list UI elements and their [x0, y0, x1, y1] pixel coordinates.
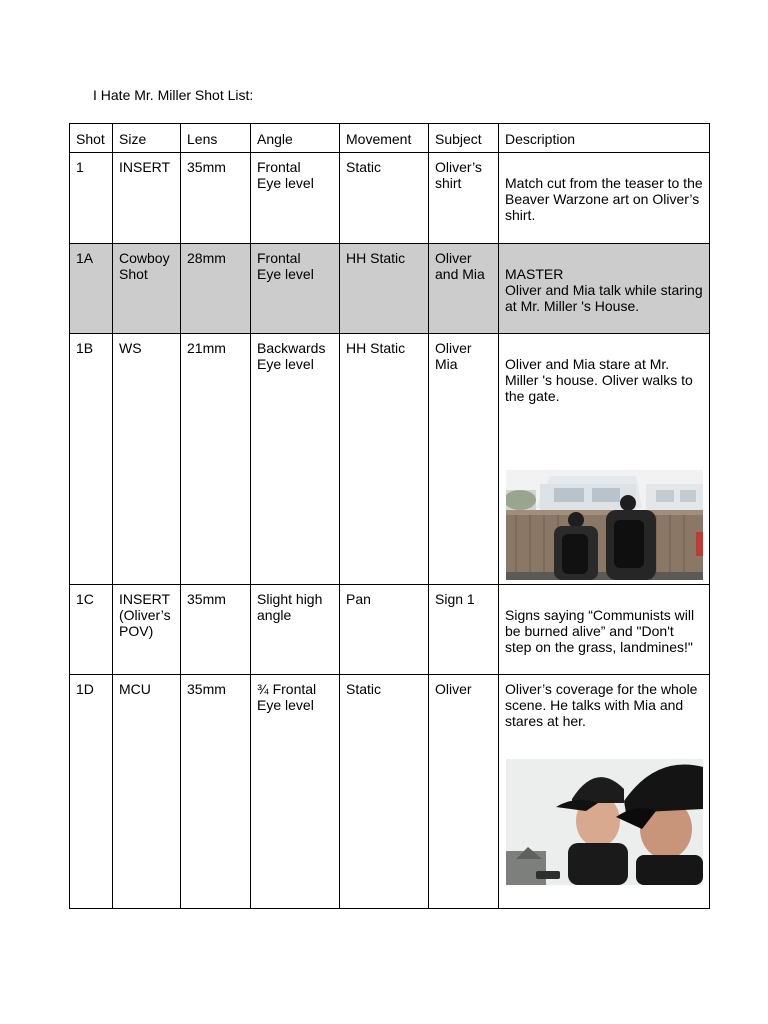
- size-line: INSERT: [119, 591, 171, 607]
- size-line: INSERT: [119, 159, 171, 175]
- cell-description: [499, 585, 710, 675]
- angle-line: Frontal: [257, 159, 301, 175]
- cell-angle: [251, 675, 340, 909]
- size-line: MCU: [119, 681, 151, 697]
- subject-line: Oliver: [435, 681, 472, 697]
- description-text: Signs saying “Communists will be burned alive” and "Don't step on the grass, landmines!": [505, 607, 695, 655]
- description-text: Oliver and Mia talk while staring at Mr. Miller 's House.: [505, 282, 703, 314]
- cell-angle: [251, 153, 340, 244]
- description-label: MASTER: [505, 266, 564, 282]
- description-text: Oliver’s coverage for the whole scene. He talks with Mia and stares at her.: [505, 681, 698, 729]
- cell-lens: 28mm: [181, 244, 251, 334]
- cell-lens: 21mm: [181, 334, 251, 585]
- cell-size: [113, 334, 181, 585]
- cell-size: [113, 153, 181, 244]
- header-description: Description: [499, 124, 710, 153]
- header-angle: Angle: [251, 124, 340, 153]
- table-row: [70, 244, 710, 334]
- angle-line: Eye level: [257, 266, 314, 282]
- cell-lens: 35mm: [181, 153, 251, 244]
- cell-shot: 1D: [70, 675, 113, 909]
- cell-subject: [429, 244, 499, 334]
- angle-line: Eye level: [257, 697, 314, 713]
- header-size: Size: [113, 124, 181, 153]
- cell-subject: [429, 153, 499, 244]
- subject-line: Oliver: [435, 250, 472, 266]
- cell-description: [499, 675, 710, 909]
- size-line: POV): [119, 623, 154, 639]
- reference-photo-backs: [506, 470, 703, 580]
- cell-size: [113, 675, 181, 909]
- reference-photo-closeup: [506, 759, 703, 885]
- description-text: Oliver and Mia stare at Mr. Miller 's house. Oliver walks to the gate.: [505, 356, 693, 404]
- cell-shot: 1C: [70, 585, 113, 675]
- cell-shot: 1A: [70, 244, 113, 334]
- size-line: WS: [119, 340, 142, 356]
- cell-movement: Pan: [340, 585, 429, 675]
- subject-line: Mia: [435, 356, 458, 372]
- cell-movement: Static: [340, 675, 429, 909]
- table-row: [70, 334, 710, 585]
- cell-lens: 35mm: [181, 675, 251, 909]
- subject-line: and Mia: [435, 266, 485, 282]
- header-lens: Lens: [181, 124, 251, 153]
- cell-movement: HH Static: [340, 334, 429, 585]
- subject-line: Oliver’s: [435, 159, 482, 175]
- subject-line: Sign 1: [435, 591, 475, 607]
- header-shot: Shot: [70, 124, 113, 153]
- shot-list-table: [69, 123, 710, 909]
- description-text: Match cut from the teaser to the Beaver Warzone art on Oliver’s shirt.: [505, 175, 703, 223]
- angle-line: Backwards: [257, 340, 326, 356]
- size-line: Cowboy: [119, 250, 170, 266]
- angle-line: Eye level: [257, 356, 314, 372]
- header-subject: Subject: [429, 124, 499, 153]
- cell-size: [113, 585, 181, 675]
- angle-line: angle: [257, 607, 292, 623]
- cell-angle: [251, 244, 340, 334]
- cell-description: [499, 153, 710, 244]
- angle-line: Frontal: [257, 250, 301, 266]
- table-row: [70, 153, 710, 244]
- cell-shot: 1B: [70, 334, 113, 585]
- cell-angle: [251, 334, 340, 585]
- cell-size: [113, 244, 181, 334]
- cell-shot: 1: [70, 153, 113, 244]
- cell-movement: Static: [340, 153, 429, 244]
- angle-line: ¾ Frontal: [257, 681, 317, 697]
- cell-subject: [429, 334, 499, 585]
- cell-lens: 35mm: [181, 585, 251, 675]
- cell-description: [499, 244, 710, 334]
- subject-line: shirt: [435, 175, 462, 191]
- document-title: I Hate Mr. Miller Shot List:: [93, 87, 254, 103]
- cell-description: [499, 334, 710, 585]
- cell-angle: [251, 585, 340, 675]
- angle-line: Eye level: [257, 175, 314, 191]
- table-header-row: [70, 124, 710, 153]
- cell-subject: [429, 675, 499, 909]
- header-movement: Movement: [340, 124, 429, 153]
- size-line: (Oliver’s: [119, 607, 171, 623]
- cell-subject: [429, 585, 499, 675]
- table-row: [70, 675, 710, 909]
- table-row: [70, 585, 710, 675]
- angle-line: Slight high: [257, 591, 323, 607]
- cell-movement: HH Static: [340, 244, 429, 334]
- subject-line: Oliver: [435, 340, 472, 356]
- size-line: Shot: [119, 266, 148, 282]
